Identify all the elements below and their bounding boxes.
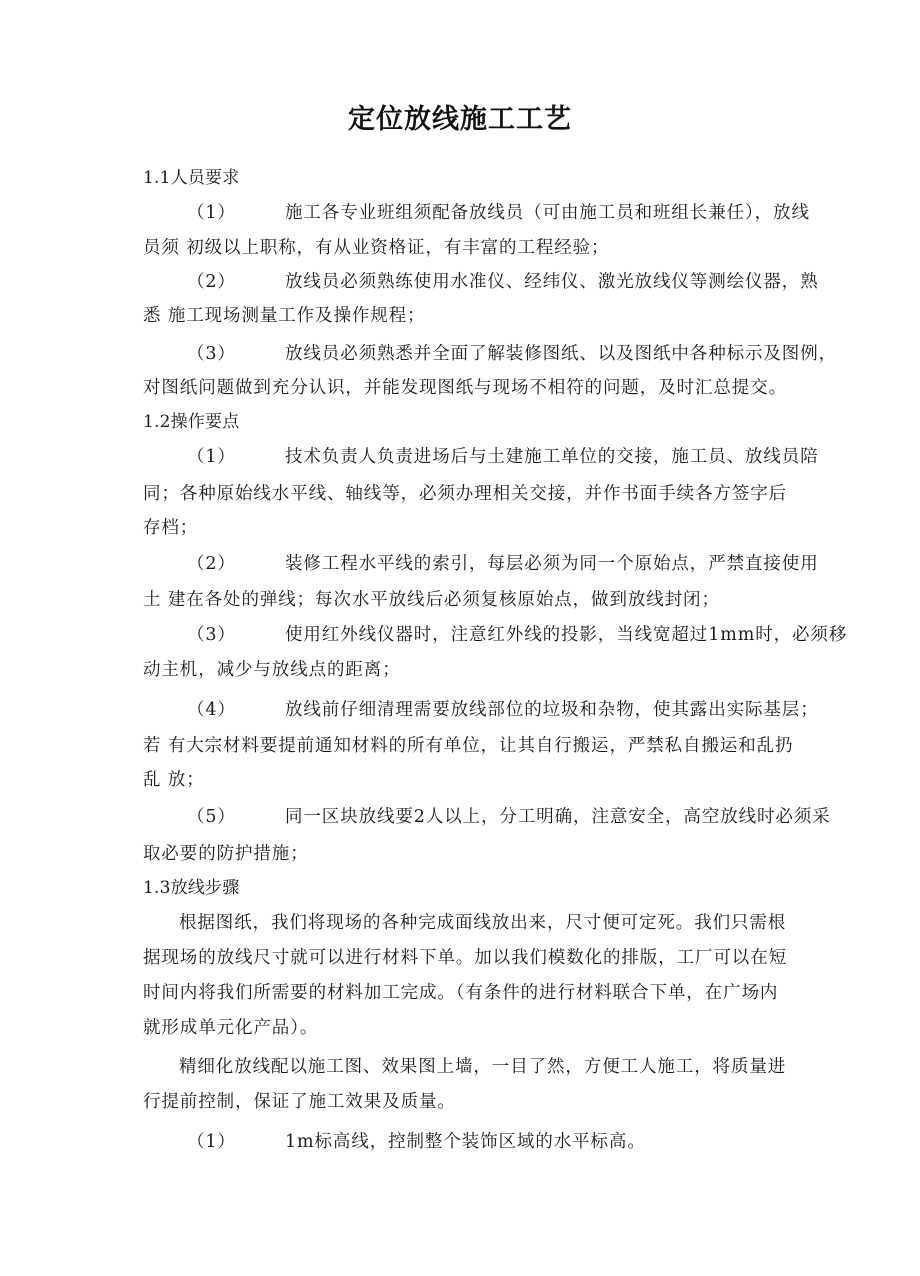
list-item-line [143, 340, 837, 368]
item-number: （4） [187, 700, 236, 720]
paragraph-line: 据现场的放线尺寸就可以进行材料下单。加以我们模数化的排版，工厂可以在短 [143, 948, 787, 968]
list-item-line: 乱 放； [143, 770, 205, 790]
document-title: 定位放线施工工艺 [348, 104, 572, 135]
item-text: 1m标高线，控制整个装饰区域的水平标高。 [285, 1132, 646, 1152]
section-heading: 1.3放线步骤 [143, 878, 240, 898]
item-number: （3） [187, 344, 236, 364]
item-number: （1） [187, 447, 236, 467]
list-item-line [143, 199, 810, 227]
list-item-line [143, 696, 819, 724]
list-item-line: 取必要的防护措施； [143, 844, 309, 864]
list-item-line [143, 1128, 783, 1156]
item-text: 放线前仔细清理需要放线部位的垃圾和杂物，使其露出实际基层； [285, 700, 819, 720]
item-text: 使用红外线仪器时，注意红外线的投影，当线宽超过1mm时，必须移 [285, 625, 848, 645]
section-heading: 1.1人员要求 [143, 168, 240, 188]
list-item-line: 同；各种原始线水平线、轴线等，必须办理相关交接，并作书面手续各方签字后 [143, 484, 787, 504]
list-item-line: 动主机，减少与放线点的距离； [143, 660, 401, 680]
item-text: 放线员必须熟悉并全面了解装修图纸、以及图纸中各种标示及图例， [285, 344, 837, 364]
list-item-line [143, 268, 819, 296]
paragraph-line: 时间内将我们所需要的材料加工完成。（有条件的进行材料联合下单，在广场内 [143, 983, 779, 1003]
paragraph-line: 就形成单元化产品）。 [143, 1018, 319, 1038]
item-text: 放线员必须熟练使用水准仪、经纬仪、激光放线仪等测绘仪器，熟 [285, 272, 819, 292]
item-number: （1） [187, 1132, 236, 1152]
item-text: 装修工程水平线的索引，每层必须为同一个原始点，严禁直接使用 [285, 554, 819, 574]
item-number: （1） [187, 203, 236, 223]
paragraph-line: 根据图纸，我们将现场的各种完成面线放出来，尺寸便可定死。我们只需根 [179, 913, 787, 933]
section-heading: 1.2操作要点 [143, 412, 240, 432]
item-number: （2） [187, 272, 236, 292]
list-item-line: 悉 施工现场测量工作及操作规程； [143, 306, 426, 326]
paragraph-line: 精细化放线配以施工图、效果图上墙，一目了然，方便工人施工，将质量进 [179, 1057, 787, 1077]
list-item-line [143, 443, 819, 471]
item-number: （3） [187, 625, 236, 645]
list-item-line: 土 建在各处的弹线；每次水平放线后必须复核原始点，做到放线封闭； [143, 590, 720, 610]
item-number: （2） [187, 554, 236, 574]
list-item-line: 存档； [143, 518, 199, 538]
list-item-line: 若 有大宗材料要提前通知材料的所有单位，让其自行搬运，严禁私自搬运和乱扔 [143, 736, 794, 756]
list-item-line [143, 621, 848, 649]
list-item-line: 员须 初级以上职称，有从业资格证，有丰富的工程经验； [143, 238, 610, 258]
item-text: 同一区块放线要2人以上，分工明确，注意安全，高空放线时必须采 [285, 807, 831, 827]
list-item-line [143, 550, 819, 578]
list-item-line [143, 803, 831, 831]
paragraph-line: 行提前控制，保证了施工效果及质量。 [143, 1092, 456, 1112]
list-item-line: 对图纸问题做到充分认识，并能发现图纸与现场不相符的问题，及时汇总提交。 [143, 378, 787, 398]
item-text: 施工各专业班组须配备放线员（可由施工员和班组长兼任），放线 [285, 203, 810, 223]
item-number: （5） [187, 807, 236, 827]
item-text: 技术负责人负责进场后与土建施工单位的交接，施工员、放线员陪 [285, 447, 819, 467]
